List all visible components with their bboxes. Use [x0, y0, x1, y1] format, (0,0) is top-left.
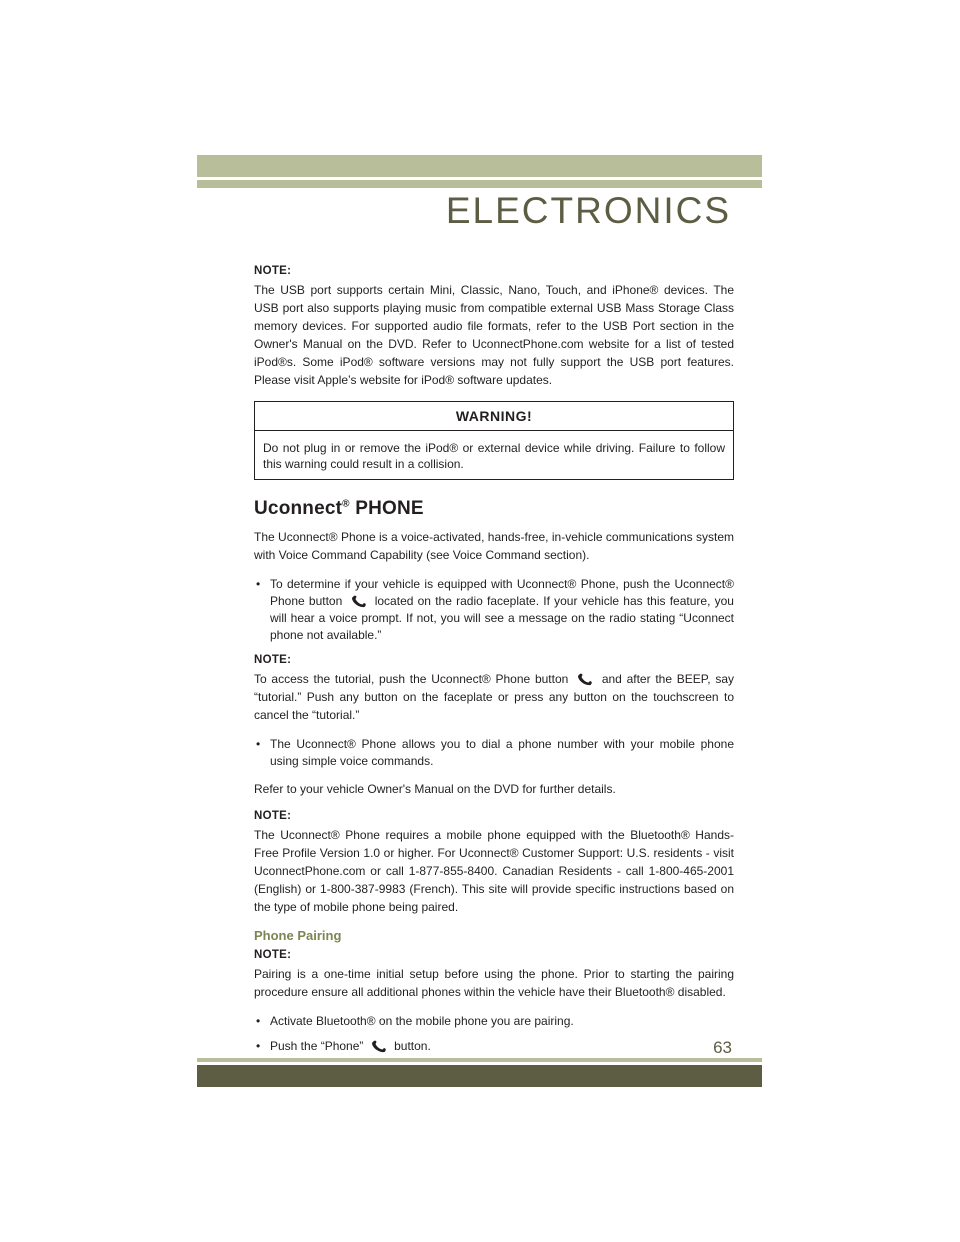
phone-intro: The Uconnect® Phone is a voice-activated, hands-free, in-vehicle communications system with Voice Command Capability (see Voice Command section). [254, 530, 734, 562]
refer-text: Refer to your vehicle Owner's Manual on the DVD for further details. [254, 782, 616, 796]
list-item [254, 1038, 734, 1055]
page-content [254, 265, 734, 1090]
warning-title: WARNING! [255, 402, 733, 431]
heading-prefix: Uconnect [254, 498, 343, 519]
note1-text-a: To access the tutorial, push the Uconnect® Phone button [254, 672, 569, 686]
uconnect-phone-heading [254, 498, 734, 520]
phone-pairing-heading: Phone Pairing [254, 928, 342, 943]
page-number: 63 [713, 1038, 732, 1057]
note-label: NOTE: [254, 654, 292, 666]
bluetooth-requirement-note: The Uconnect® Phone requires a mobile phone equipped with the Bluetooth® Hands-Free Profile Version 1.0 or higher. For Uconnect® Customer Support: U.S. residents - visit UconnectPhone.com or call 1-877-855-8400. Canadian Residents - call 1-800-465-2001 (English) or 1-800-387-9983 (French). This site will provide specific instructions based on the type of mobile phone being paired. [254, 828, 734, 914]
step2-text-a: Push the “Phone” [270, 1039, 364, 1053]
list-item: • The Uconnect® Phone allows you to dial a phone number with your mobile phone using simple voice commands. [254, 736, 734, 770]
bullet1-text-a: To determine if your vehicle is equipped with Uconnect® Phone, push the Uconnect® Phone button [270, 577, 734, 608]
phone-bullets-1 [254, 576, 734, 644]
usb-note-text: The USB port supports certain Mini, Classic, Nano, Touch, and iPhone® devices. The USB port also supports playing music from compatible external USB Mass Storage Class memory devices. For supported audio file formats, refer to the USB Port section in the Owner's Manual on the DVD. Refer to UconnectPhone.com website for a list of tested iPod®s. Some iPod® software versions may not fully support the USB port features. Please visit Apple’s website for iPod® software updates. [254, 283, 734, 387]
footer-rule [197, 1058, 762, 1062]
header-band [197, 155, 762, 177]
header-rule [197, 180, 762, 188]
warning-box [254, 401, 734, 480]
phone-icon [577, 673, 593, 686]
note-label: NOTE: [254, 810, 292, 822]
note-label: NOTE: [254, 265, 292, 277]
heading-reg: ® [342, 498, 350, 510]
bullet1-text-b: located on the radio faceplate. If your vehicle has this feature, you will hear a voice prompt. If not, you will see a message on the radio stating “Uconnect phone not available.” [270, 594, 734, 642]
heading-suffix: PHONE [349, 498, 424, 519]
note1-text-b: and after the BEEP, say “tutorial.” Push any button on the faceplate or press any button on the touchscreen to cancel the “tutorial.” [254, 672, 734, 722]
footer-band [197, 1065, 762, 1087]
tutorial-note [254, 670, 734, 724]
list-item [254, 576, 734, 644]
step2-text-b: button. [394, 1039, 431, 1053]
pairing-note: Pairing is a one-time initial setup before using the phone. Prior to starting the pairing procedure ensure all additional phones within the vehicle have their Bluetooth® disabled. [254, 967, 734, 999]
list-item: • Activate Bluetooth® on the mobile phone you are pairing. [254, 1013, 734, 1030]
phone-icon [371, 1040, 387, 1053]
phone-icon [351, 595, 367, 608]
warning-text: Do not plug in or remove the iPod® or external device while driving. Failure to follow this warning could result in a collision. [263, 441, 725, 471]
phone-bullets-2 [254, 736, 734, 770]
note-label: NOTE: [254, 949, 292, 961]
section-title: ELECTRONICS [445, 190, 731, 231]
